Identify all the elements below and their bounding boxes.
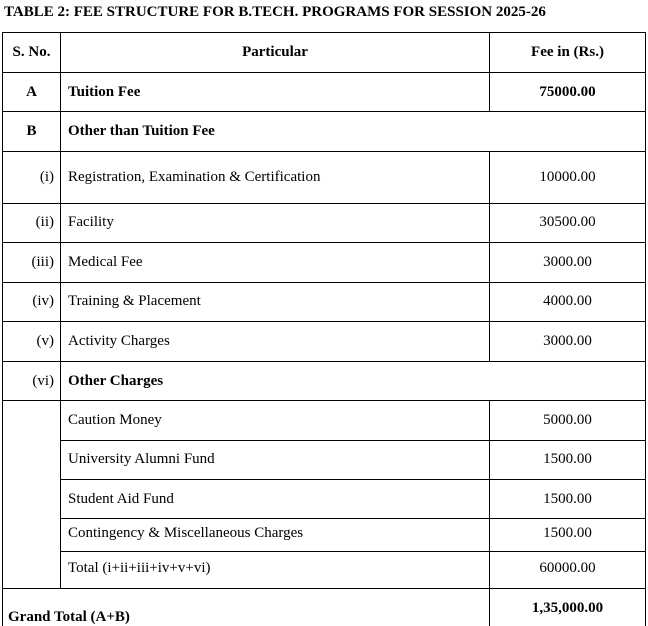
- row-iv-particular: Training & Placement: [68, 293, 201, 309]
- row-v-sno: (v): [36, 333, 54, 349]
- rule-after-contingency: [60, 551, 646, 552]
- row-iv-sno: (iv): [32, 293, 54, 309]
- grand-total-label: Grand Total (A+B): [8, 609, 130, 625]
- rule-after-iii: [2, 282, 646, 283]
- sub-student-aid-fee: 1500.00: [543, 491, 592, 507]
- row-iii-particular: Medical Fee: [68, 254, 143, 270]
- row-iii-sno: (iii): [31, 254, 54, 270]
- rule-after-ii: [2, 242, 646, 243]
- sub-contingency-fee: 1500.00: [543, 525, 592, 541]
- table-title: TABLE 2: FEE STRUCTURE FOR B.TECH. PROGRAMS FOR SESSION 2025-26: [4, 4, 546, 20]
- row-vi-sno: (vi): [32, 373, 54, 389]
- rule-after-b: [2, 151, 646, 152]
- grand-total-fee: 1,35,000.00: [531, 600, 604, 616]
- row-a-sno: A: [26, 84, 37, 100]
- row-vi-particular: Other Charges: [68, 373, 164, 389]
- sub-total-particular: Total (i+ii+iii+iv+v+vi): [68, 560, 211, 576]
- sub-caution-fee: 5000.00: [543, 412, 592, 428]
- col-divider-sno: [60, 32, 61, 589]
- row-i-fee: 10000.00: [539, 169, 596, 185]
- row-ii-sno: (ii): [35, 214, 54, 230]
- sub-total-fee: 60000.00: [539, 560, 596, 576]
- header-fee: Fee in (Rs.): [531, 44, 604, 60]
- row-ii-fee: 30500.00: [539, 214, 596, 230]
- sub-student-aid-particular: Student Aid Fund: [68, 491, 174, 507]
- sub-contingency-particular: Contingency & Miscellaneous Charges: [68, 525, 304, 541]
- rule-after-alumni: [60, 479, 646, 480]
- row-b-particular: Other than Tuition Fee: [68, 123, 215, 139]
- row-i-sno: (i): [39, 169, 54, 185]
- row-a-fee: 75000.00: [539, 84, 596, 100]
- sub-caution-particular: Caution Money: [68, 412, 162, 428]
- rule-after-a: [2, 111, 646, 112]
- header-particular: Particular: [242, 44, 308, 60]
- row-v-fee: 3000.00: [543, 333, 592, 349]
- row-iii-fee: 3000.00: [543, 254, 592, 270]
- rule-after-student-aid: [60, 518, 646, 519]
- header-sno: S. No.: [12, 44, 51, 60]
- rule-top: [2, 32, 646, 33]
- row-iv-fee: 4000.00: [543, 293, 592, 309]
- rule-after-header: [2, 72, 646, 73]
- sub-alumni-fee: 1500.00: [543, 451, 592, 467]
- rule-after-v: [2, 361, 646, 362]
- rule-before-grand-total: [2, 588, 646, 589]
- col-divider-fee-3: [489, 400, 490, 626]
- row-b-sno: B: [26, 123, 37, 139]
- sub-alumni-particular: University Alumni Fund: [68, 451, 215, 467]
- rule-after-iv: [2, 321, 646, 322]
- table-border-right: [645, 32, 646, 626]
- row-ii-particular: Facility: [68, 214, 114, 230]
- rule-after-caution: [60, 440, 646, 441]
- rule-after-vi: [2, 400, 646, 401]
- table-border-left: [2, 32, 3, 626]
- row-v-particular: Activity Charges: [68, 333, 170, 349]
- rule-after-i: [2, 203, 646, 204]
- row-a-particular: Tuition Fee: [68, 84, 141, 100]
- row-i-particular: Registration, Examination & Certification: [68, 169, 321, 185]
